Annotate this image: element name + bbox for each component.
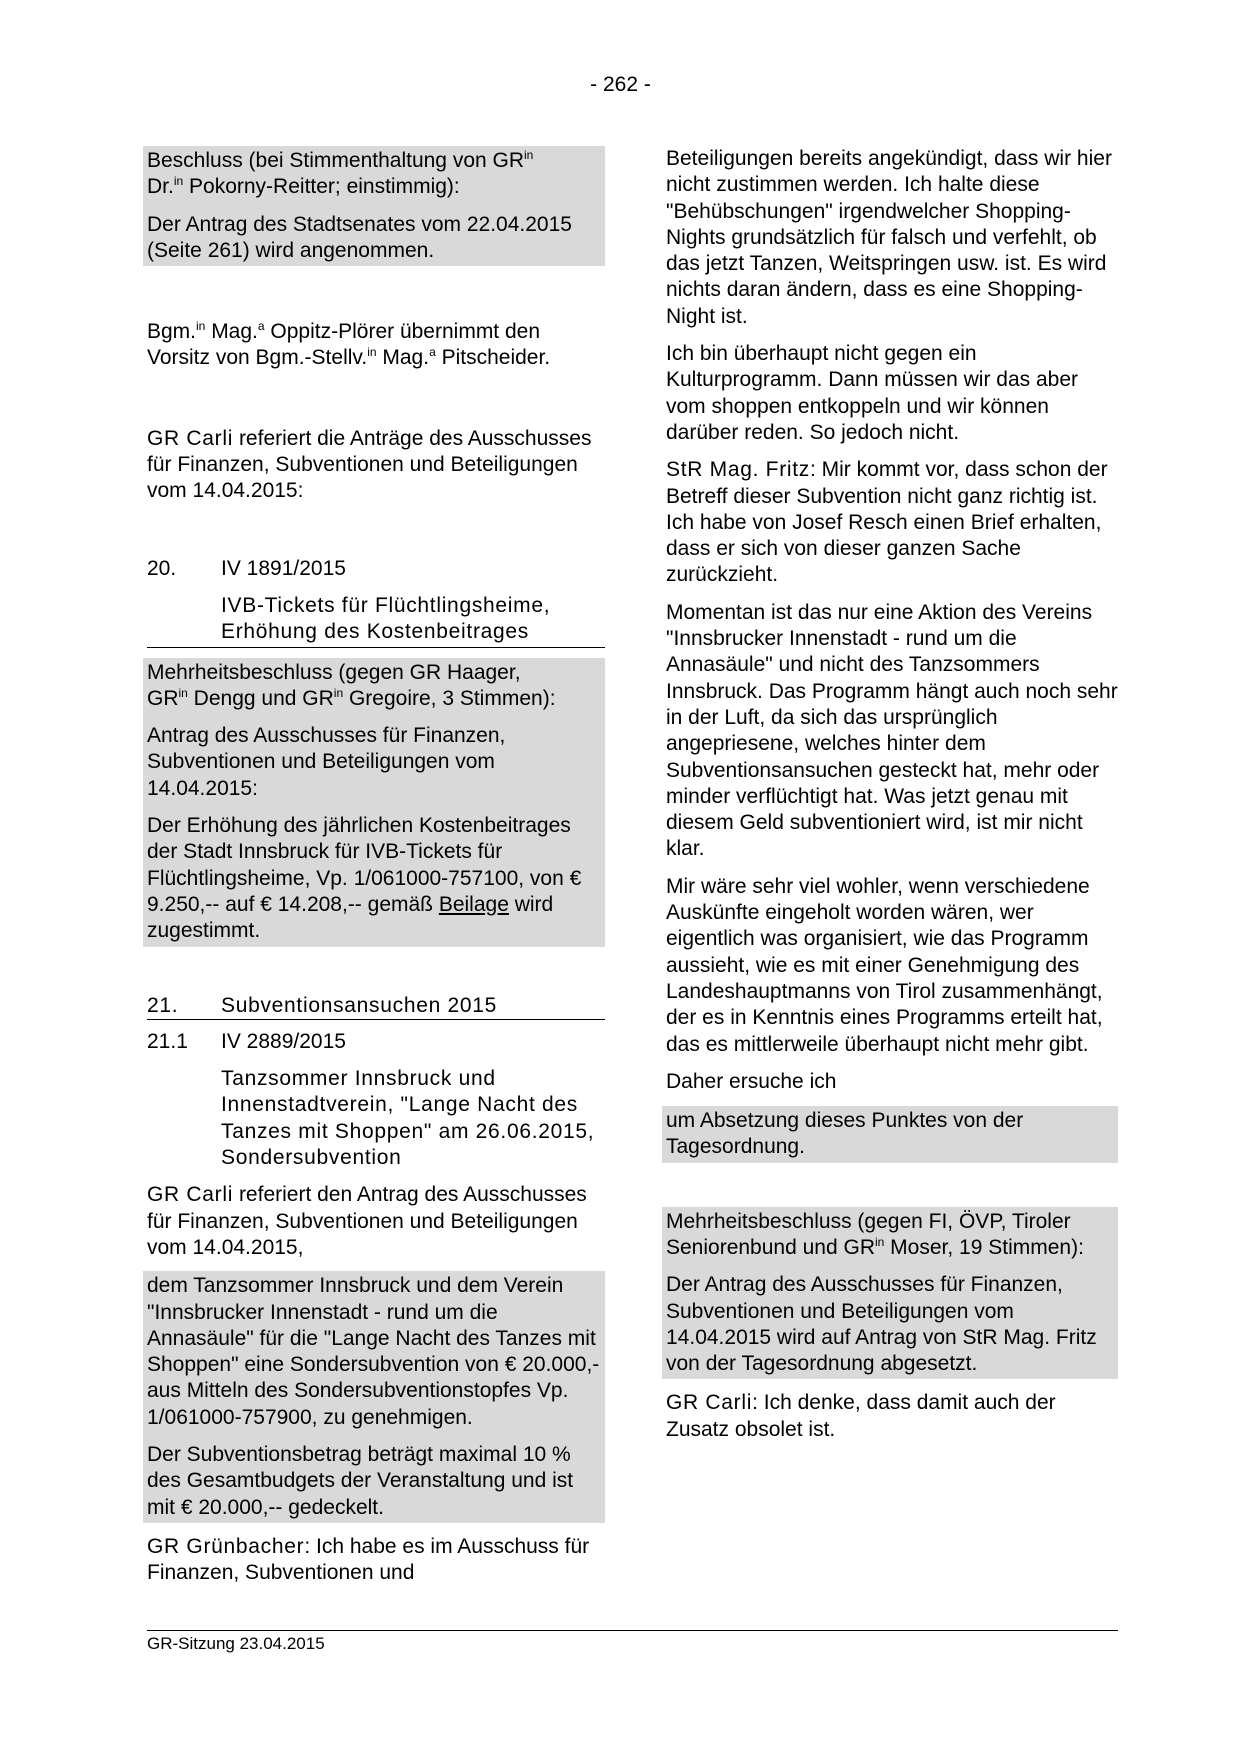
agenda-title: Subventionsansuchen 2015 xyxy=(221,993,498,1017)
resolution-heading: Mehrheitsbeschluss (gegen GR Haager, $GR^{in}$ Dengg und $GR^{in}$ Gregoire, 3 Stimmen): xyxy=(147,660,556,710)
right-column xyxy=(666,146,1118,1443)
carli-final-paragraph: GR Carli: Ich denke, dass damit auch der Zusatz obsolet ist. xyxy=(666,1391,1056,1441)
speaker-name: GR Grünbacher xyxy=(147,1534,305,1558)
speech-paragraph: Daher ersuche ich xyxy=(666,1069,837,1093)
carli-intro-paragraph: GR Carli referiert die Anträge des Ausschusses für Finanzen, Subventionen und Beteiligungen vom 14.04.2015: xyxy=(147,426,592,503)
speaker-name: GR Carli xyxy=(147,1183,234,1207)
resolution-heading: Beschluss (bei Stimmenthaltung von $GR^{in}$ Dr.$^{in}$ Pokorny-Reitter; einstimmig): xyxy=(147,148,534,199)
resolution-text: Antrag des Ausschusses für Finanzen, Subventionen und Beteiligungen vom 14.04.2015: xyxy=(147,724,506,800)
motion-text: dem Tanzsommer Innsbruck und dem Verein "Innsbrucker Innenstadt - rund um die Annasäule" für die "Lange Nacht des Tanzes mit Shoppen" eine Sondersubvention von € 20.000,- aus Mitteln des Sondersubventionstopfes Vp. 1/061000-757900, zu genehmigen. xyxy=(147,1274,600,1429)
agenda-title: Tanzsommer Innsbruck und Innenstadtverein, "Lange Nacht des Tanzes mit Shoppen" am 26.06.2015, Sondersubvention xyxy=(221,1067,595,1170)
motion-text: Der Subventionsbetrag beträgt maximal 10 % des Gesamtbudgets der Veranstaltung und ist mit € 20.000,-- gedeckelt. xyxy=(147,1442,574,1519)
agenda-reference: IV 1891/2015 xyxy=(221,556,346,580)
agenda-item-21 xyxy=(147,993,605,1020)
resolution-text: Der Antrag des Stadtsenates vom 22.04.2015 (Seite 261) wird angenommen. xyxy=(147,212,572,262)
resolution-heading: Mehrheitsbeschluss (gegen FI, ÖVP, Tiroler Seniorenbund und $GR^{in}$ Moser, 19 Stimmen): xyxy=(666,1209,1084,1259)
speaker-name: GR Carli xyxy=(666,1391,753,1415)
speech-paragraph: Momentan ist das nur eine Aktion des Vereins "Innsbrucker Innenstadt - rund um die Annasäule" und nicht des Tanzsommers Innsbruck. Das Programm hängt auch noch sehr in der Luft, da sich das ursprünglich angepriesene, welches hinter dem Subventionsansuchen gesteckt hat, mehr oder minder verflüchtigt hat. Was jetzt genau mit diesem Geld subventioniert wird, ist mir nicht klar. xyxy=(666,600,1118,861)
speech-paragraph: Ich bin überhaupt nicht gegen ein Kulturprogramm. Dann müssen wir das aber vom shoppen entkoppeln und wir können darüber reden. So jedoch nicht. xyxy=(666,342,1079,444)
motion-block xyxy=(143,1271,605,1523)
chair-change-paragraph: Bgm.$^{in}$ Mag.$^a$ Oppitz-Plörer übernimmt den Vorsitz von Bgm.-Stellv.$^{in}$ Mag.$^a$ Pitscheider. xyxy=(147,319,551,370)
agenda-number: 20. xyxy=(147,556,177,580)
agenda-reference: IV 2889/2015 xyxy=(221,1029,346,1053)
footer-rule xyxy=(147,1630,1118,1631)
resolution-block-2 xyxy=(143,658,605,947)
agenda-title: IVB-Tickets für Flüchtlingsheime, Erhöhung des Kostenbeitrages xyxy=(147,593,605,648)
speech-paragraph: Mir wäre sehr viel wohler, wenn verschiedene Auskünfte eingeholt worden wären, wer eigentlich was organisiert, wie das Programm aussieht, wie es mit einer Genehmigung des Landeshauptmanns von Tirol zusammenhängt, der es in Kenntnis eines Programms erteilt hat, das es mittlerweile überhaupt nicht mehr gibt. xyxy=(666,874,1103,1056)
fritz-paragraph: StR Mag. Fritz: Mir kommt vor, dass schon der Betreff dieser Subvention nicht ganz richtig ist. Ich habe von Josef Resch einen Brief erhalten, dass er sich von dieser ganzen Sache zurückzieht. xyxy=(666,458,1108,587)
carli-report-paragraph: GR Carli referiert den Antrag des Ausschusses für Finanzen, Subventionen und Beteiligungen vom 14.04.2015, xyxy=(147,1183,587,1259)
agenda-number: 21. xyxy=(147,993,179,1017)
agenda-item-21-1 xyxy=(147,1029,605,1171)
gruenbacher-paragraph: GR Grünbacher: Ich habe es im Ausschuss für Finanzen, Subventionen und xyxy=(147,1534,590,1585)
request-block xyxy=(662,1106,1118,1163)
beilage-link[interactable]: Beilage xyxy=(438,892,509,916)
footer: GR-Sitzung 23.04.2015 xyxy=(147,1634,325,1653)
speaker-name: StR Mag. Fritz xyxy=(666,458,810,482)
resolution-text: Der Antrag des Ausschusses für Finanzen, Subventionen und Beteiligungen vom 14.04.2015 wird auf Antrag von StR Mag. Fritz von der Tagesordnung abgesetzt. xyxy=(666,1273,1097,1376)
resolution-block-3 xyxy=(662,1207,1118,1380)
request-text: um Absetzung dieses Punktes von der Tagesordnung. xyxy=(666,1109,1024,1159)
left-column xyxy=(147,146,605,1586)
speech-paragraph: Beteiligungen bereits angekündigt, dass wir hier nicht zustimmen werden. Ich halte diese "Behübschungen" irgendwelcher Shopping-Nights grundsätzlich für falsch und verfehlt, ob das jetzt Tanzen, Weitspringen usw. ist. Es wird nichts daran ändern, dass es eine Shopping-Night ist. xyxy=(666,147,1112,328)
page-number: - 262 - xyxy=(590,73,651,96)
resolution-block-1 xyxy=(143,146,605,266)
resolution-text: Der Erhöhung des jährlichen Kostenbeitrages der Stadt Innsbruck für IVB-Tickets für Flüchtlingsheime, Vp. 1/061000-757100, von € 9.250,-- auf € 14.208,-- gemäß Beilage wird zugestimmt. xyxy=(147,814,582,943)
speaker-name: GR Carli xyxy=(147,426,234,450)
agenda-number: 21.1 xyxy=(147,1029,188,1053)
agenda-item-20 xyxy=(147,556,605,648)
